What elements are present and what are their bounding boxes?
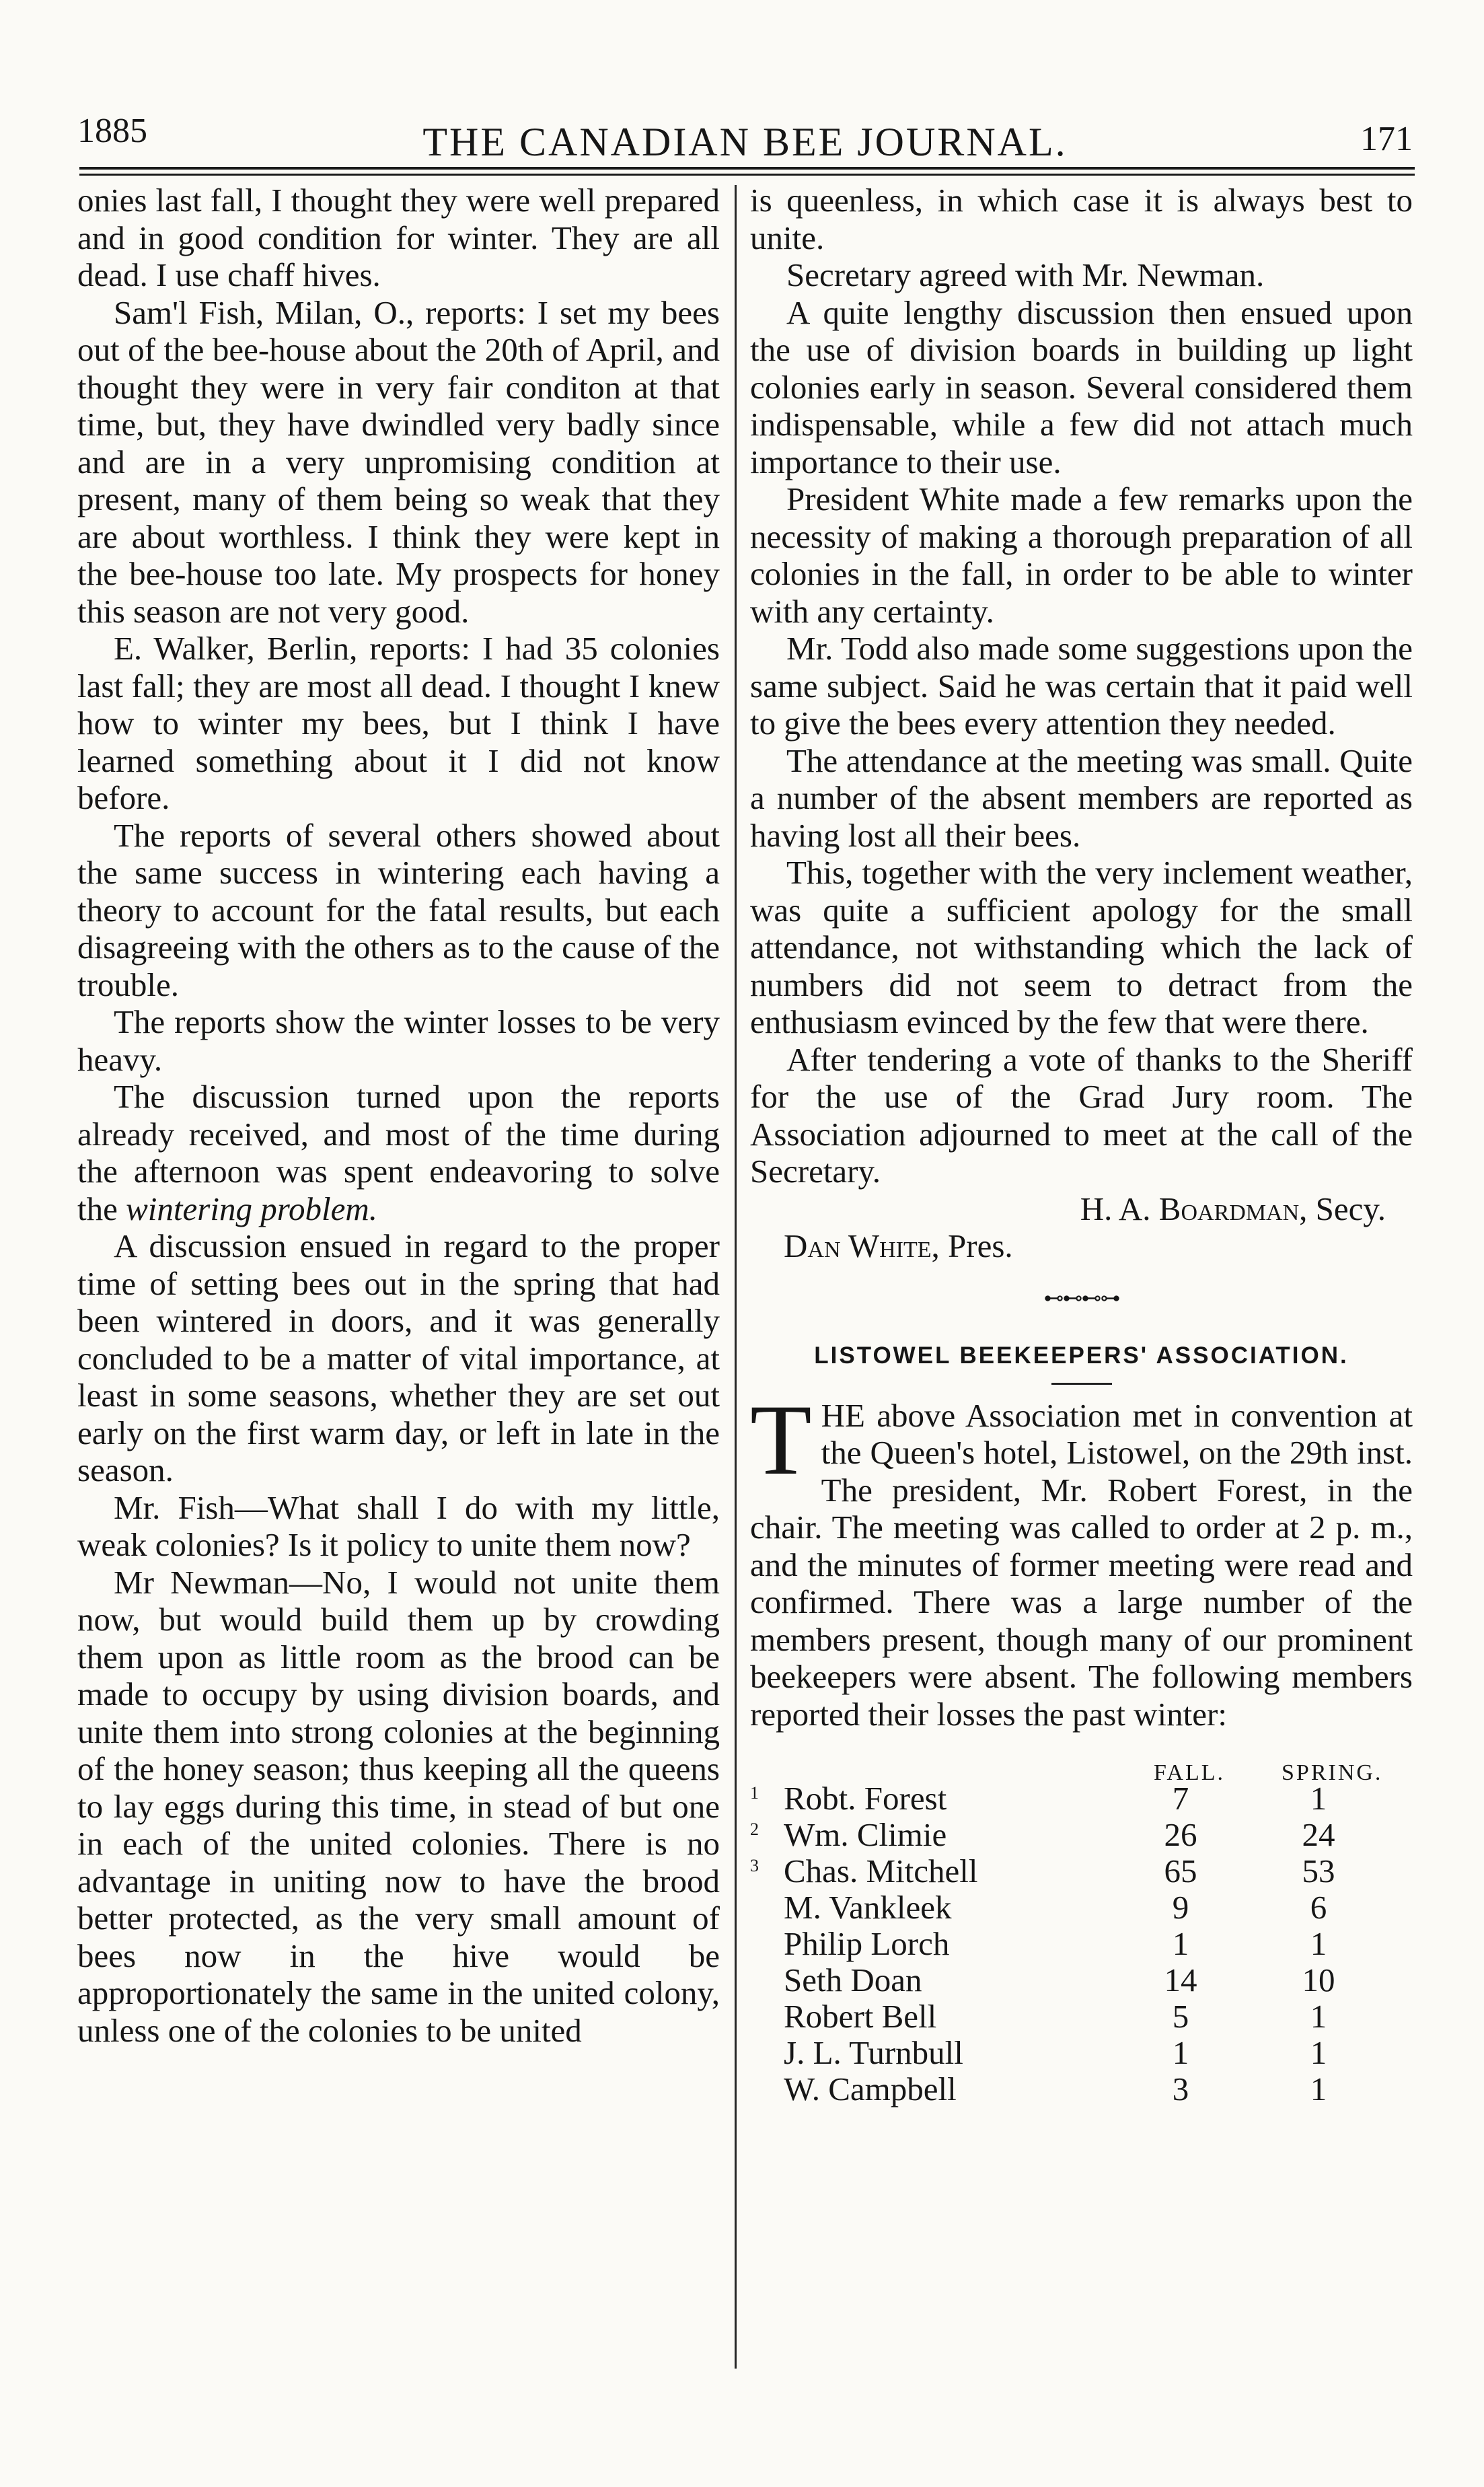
left-column — [77, 182, 720, 2049]
row-number: 2 — [750, 1819, 759, 1839]
paragraph: onies last fall, I thought they were well prepared and in good condition for winter. They are all dead. I use chaff hives. — [77, 182, 720, 293]
section-body — [750, 1383, 1413, 1733]
table-row — [750, 1925, 1413, 1961]
fall-count: 1 — [1172, 1925, 1189, 1962]
header-rule-top — [79, 167, 1415, 170]
fall-count: 1 — [1172, 2034, 1189, 2071]
president-signature — [750, 1227, 1413, 1265]
president-name: Dan White, — [784, 1227, 940, 1264]
table-row — [750, 1998, 1413, 2034]
page-number: 171 — [1360, 120, 1413, 158]
fall-count: 7 — [1172, 1780, 1189, 1817]
page-header — [77, 111, 1413, 165]
drop-cap: T — [750, 1383, 812, 1496]
secretary-signature — [750, 1190, 1413, 1228]
column-divider — [735, 185, 737, 2369]
paragraph: Sam'l Fish, Milan, O., reports: I set my bees out of the bee-house about the 20th of April, and thought they were in very fair conditon at that time, but, they have dwindled very badly since and are in a very unpromising condition at present, many of them being so weak that they are about worthless. I think they were kept in the bee-house too late. My prospects for honey this season are not very good. — [77, 293, 720, 630]
paragraph: Mr. Fish—What shall I do with my little, weak colonies? Is it policy to unite them now? — [77, 1488, 720, 1563]
right-column — [750, 182, 1413, 2107]
spring-count: 6 — [1310, 1889, 1327, 1926]
fall-count: 14 — [1164, 1961, 1197, 1998]
member-name: Philip Lorch — [784, 1925, 950, 1962]
fall-count: 3 — [1172, 2070, 1189, 2107]
paragraph: A discussion ensued in regard to the proper time of setting bees out in the spring that had been wintered in doors, and it was generally concluded to be a matter of vital importance, at least in some seasons, whether they are set out early on the first warm day, or left in late in the season. — [77, 1227, 720, 1488]
paragraph: HE above Association met in convention at the Queen's hotel, Listowel, on the 29th inst. The president, Mr. Robert Forest, in the chair. The meeting was called to order at 2 p. m., and the minutes of former meeting were read and confirmed. There was a large number of the members present, though many of our prominent beekeepers were absent. The following members reported their losses the past winter: — [750, 1396, 1413, 1733]
member-name: M. Vankleek — [784, 1889, 952, 1926]
table-rows — [750, 1780, 1413, 2107]
column-header-spring: SPRING. — [1282, 1760, 1383, 1785]
paragraph: E. Walker, Berlin, reports: I had 35 colonies last fall; they are most all dead. I thought I knew how to winter my bees, but I think I have learned something about it I did not know before. — [77, 630, 720, 816]
journal-title: THE CANADIAN BEE JOURNAL. — [422, 120, 1068, 164]
member-name: W. Campbell — [784, 2070, 957, 2107]
secretary-name: H. A. Boardman, — [1080, 1190, 1308, 1227]
table-row — [750, 2070, 1413, 2107]
table-row — [750, 1961, 1413, 1998]
losses-table — [750, 1746, 1413, 2107]
column-header-fall: FALL. — [1154, 1760, 1225, 1785]
spring-count: 1 — [1310, 1998, 1327, 2035]
fall-count: 65 — [1164, 1852, 1197, 1889]
spring-count: 24 — [1302, 1816, 1335, 1853]
paragraph: The attendance at the meeting was small. Quite a number of the absent members are reported as having lost all their bees. — [750, 742, 1413, 854]
paragraph: is queenless, in which case it is always best to unite. — [750, 182, 1413, 256]
paragraph: Mr Newman—No, I would not unite them now, but would build them up by crowding them upon as little room as the brood can be made to occupy by using division boards, and unite them into strong colonies at the beginning of the honey season; thus keeping all the queens to lay eggs during this time, in stead of but one in each of the united colonies. There is no advantage in uniting now to have the brood better protected, as the very small amount of bees now in the hive would be approportionately the same in the united colony, unless one of the colonies to be united — [77, 1563, 720, 2049]
member-name: J. L. Turnbull — [784, 2034, 963, 2071]
secretary-title: Secy. — [1315, 1190, 1386, 1227]
table-row — [750, 1889, 1413, 1925]
president-title: Pres. — [948, 1227, 1013, 1264]
paragraph: Mr. Todd also made some suggestions upon the same subject. Said he was certain that it paid well to give the bees every attention they needed. — [750, 630, 1413, 742]
paragraph: A quite lengthy discussion then ensued upon the use of division boards in building up light colonies early in season. Several considered them indispensable, while a few did not attach much importance to their use. — [750, 293, 1413, 480]
italic-phrase: wintering problem. — [126, 1190, 377, 1227]
member-name: Robt. Forest — [784, 1780, 947, 1817]
member-name: Chas. Mitchell — [784, 1852, 978, 1889]
paragraph: This, together with the very inclement weather, was quite a sufficient apology for the small attendance, not withstanding which the lack of numbers did not seem to detract from the enthusiasm evinced by the few that were there. — [750, 854, 1413, 1040]
spring-count: 53 — [1302, 1852, 1335, 1889]
header-year: 1885 — [77, 112, 147, 150]
header-rule-bottom — [79, 174, 1415, 176]
paragraph: Secretary agreed with Mr. Newman. — [786, 256, 1265, 293]
table-row — [750, 2034, 1413, 2070]
paragraph — [77, 1078, 720, 1227]
spring-count: 1 — [1310, 2070, 1327, 2107]
paragraph: The reports show the winter losses to be very heavy. — [77, 1003, 720, 1078]
spring-count: 1 — [1310, 1925, 1327, 1962]
section-heading: LISTOWEL BEEKEEPERS' ASSOCIATION. — [814, 1342, 1349, 1369]
section-ornament: ⊷⊷⊷⊶ — [1043, 1287, 1119, 1309]
member-name: Robert Bell — [784, 1998, 937, 2035]
table-row — [750, 1780, 1413, 1816]
heading-rule — [1051, 1383, 1112, 1385]
spring-count: 1 — [1310, 1780, 1327, 1817]
paragraph: After tendering a vote of thanks to the Sheriff for the use of the Grad Jury room. The Association adjourned to meet at the call of the Secretary. — [750, 1040, 1413, 1190]
paragraph: President White made a few remarks upon the necessity of making a thorough preparation of all colonies in the fall, in order to be able to winter with any certainty. — [750, 480, 1413, 630]
fall-count: 9 — [1172, 1889, 1189, 1926]
table-row — [750, 1852, 1413, 1889]
member-name: Wm. Climie — [784, 1816, 947, 1853]
table-row — [750, 1816, 1413, 1852]
spring-count: 1 — [1310, 2034, 1327, 2071]
member-name: Seth Doan — [784, 1961, 922, 1998]
paragraph: The reports of several others showed about the same success in wintering each having a theory to account for the fatal results, but each disagreeing with the others as to the cause of the trouble. — [77, 816, 720, 1003]
row-number: 1 — [750, 1783, 759, 1803]
fall-count: 5 — [1172, 1998, 1189, 2035]
table-header — [750, 1746, 1413, 1785]
row-number: 3 — [750, 1856, 759, 1875]
fall-count: 26 — [1164, 1816, 1197, 1853]
spring-count: 10 — [1302, 1961, 1335, 1998]
paragraph-text: The discussion turned upon the reports already received, and most of the time during the afternoon was spent endeavoring to solve the — [77, 1078, 720, 1227]
